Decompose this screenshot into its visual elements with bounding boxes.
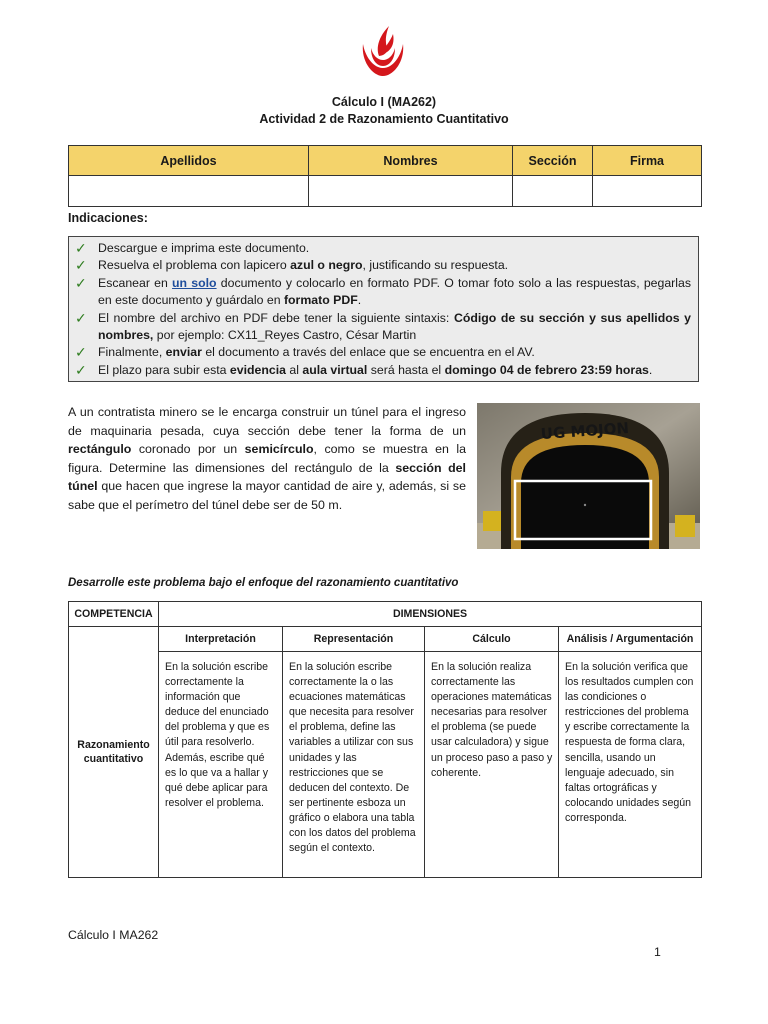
course-title: Cálculo I (MA262) [331, 95, 437, 109]
dimensiones-header: DIMENSIONES [159, 602, 702, 627]
list-item: ✓ Resuelva el problema con lapicero azul o negro, justificando su respuesta. [75, 257, 509, 274]
list-item: ✓ Descargue e imprima este documento. [75, 240, 310, 256]
un-solo-link[interactable]: un solo [172, 275, 217, 290]
desc-interpretacion: En la solución escribe correctamente la información que deduce del enunciado del problema y que es útil para resolverlo. Además, escribe qué es lo que va a hallar y qué debe aplicar para resolver el problema. [159, 652, 283, 878]
header-apellidos: Apellidos [69, 146, 309, 176]
checkmark-icon: ✓ [75, 361, 87, 378]
desc-analisis: En la solución verifica que los resultados cumplen con las condiciones o restricciones del problema y escribe correctamente la respuesta de forma clara, sencilla, usando un lenguaje adecuado, sin faltas ortográficas y colocando unidades según corresponda. [559, 652, 702, 878]
list-item: ✓ Escanear en un solo documento y colocarlo en formato PDF. O tomar foto solo a las respuestas, pegarlas en este documento y guárdalo en formato PDF. [75, 274, 691, 308]
nombres-field[interactable] [309, 176, 513, 207]
competencia-header: COMPETENCIA [69, 602, 159, 627]
indicaciones-title: Indicaciones: [68, 211, 148, 225]
list-item: ✓ El plazo para subir esta evidencia al aula virtual será hasta el domingo 04 de febrero 23:59 horas. [75, 361, 653, 378]
rubric-table [68, 601, 702, 878]
header-firma: Firma [593, 146, 702, 176]
desc-representacion: En la solución escribe correctamente la o las ecuaciones matemáticas que necesita para resolver el problema, define las variables a utilizar con sus unidades y las restricciones que se deducen del contexto. De ser pertinente esboza un gráfico o elabora una tabla con los datos del problema según el contexto. [283, 652, 425, 878]
firma-field[interactable] [593, 176, 702, 207]
list-item: ✓ Finalmente, enviar el documento a través del enlace que se encuentra en el AV. [75, 344, 535, 361]
checkmark-icon: ✓ [75, 274, 87, 291]
apellidos-field[interactable] [69, 176, 309, 207]
checkmark-icon: ✓ [75, 344, 87, 361]
seccion-field[interactable] [513, 176, 593, 207]
competencia-cell: Razonamiento cuantitativo [69, 627, 159, 878]
dimension-calculo: Cálculo [425, 627, 559, 652]
problem-statement: A un contratista minero se le encarga construir un túnel para el ingreso de maquinaria pesada, cuya sección debe tener la forma de un rectángulo coronado por un semicírculo, como se muestra en la figura. Determine las dimensiones del rectángulo de la sección del túnel que hacen que ingrese la mayor cantidad de aire y, además, si se sabe que el perímetro del túnel debe ser de 50 m. [68, 405, 466, 512]
footer-course: Cálculo I MA262 [68, 928, 159, 942]
header-seccion: Sección [513, 146, 593, 176]
dimension-interpretacion: Interpretación [159, 627, 283, 652]
dimension-analisis: Análisis / Argumentación [559, 627, 702, 652]
page-number: 1 [654, 945, 661, 959]
checkmark-icon: ✓ [75, 309, 87, 326]
indicaciones-box [68, 236, 699, 382]
desc-calculo: En la solución realiza correctamente las operaciones matemáticas necesarias para resolver el problema (se puede usar calculadora) y sigue un proceso paso a paso y coherente. [425, 652, 559, 878]
activity-title: Actividad 2 de Razonamiento Cuantitativo [259, 112, 509, 126]
tunnel-sign-text: UG MOJON [540, 418, 630, 444]
dimension-representacion: Representación [283, 627, 425, 652]
upc-logo [355, 22, 411, 82]
header-nombres: Nombres [309, 146, 513, 176]
checkmark-icon: ✓ [75, 257, 87, 274]
list-item: ✓ El nombre del archivo en PDF debe tener la siguiente sintaxis: Código de su sección y sus apellidos y nombres, por ejemplo: CX11_Reyes Castro, César Martin [75, 309, 692, 343]
student-info-table [68, 145, 702, 207]
tunnel-image [477, 403, 700, 549]
rubric-intro: Desarrolle este problema bajo el enfoque del razonamiento cuantitativo [68, 577, 459, 589]
checkmark-icon: ✓ [75, 240, 87, 256]
